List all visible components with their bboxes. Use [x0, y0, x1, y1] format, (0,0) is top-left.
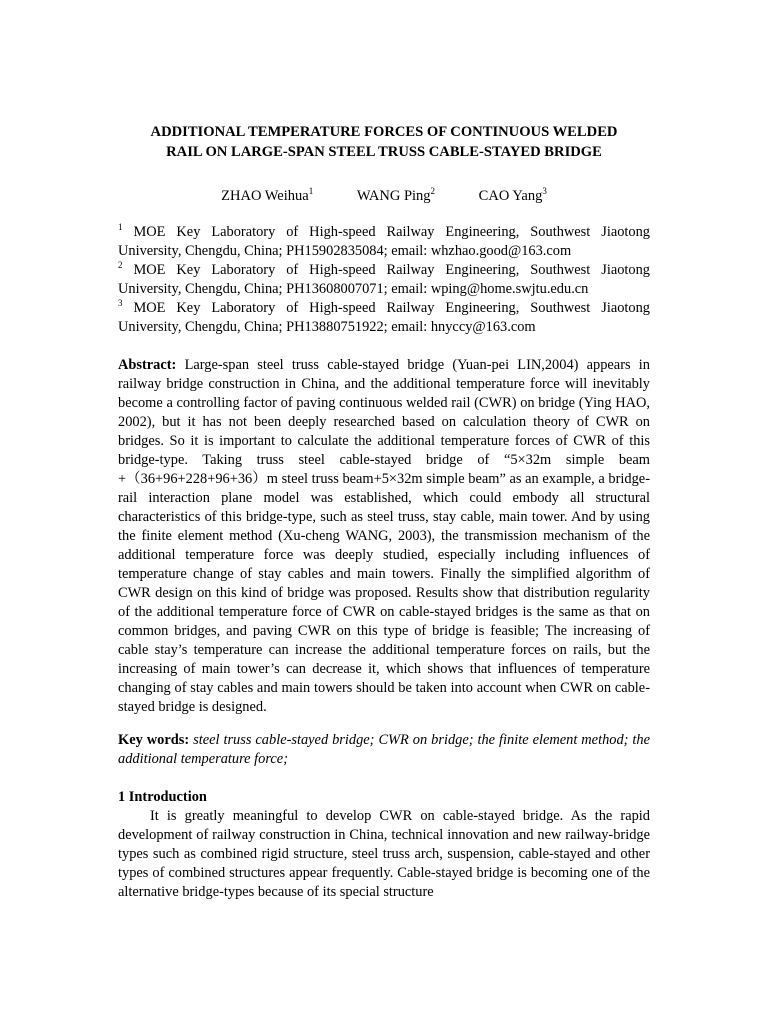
abstract-label: Abstract:: [118, 357, 177, 373]
affiliation-3: [118, 299, 650, 337]
author-name: CAO Yang: [478, 188, 543, 204]
title-line-2: RAIL ON LARGE-SPAN STEEL TRUSS CABLE-STAYED BRIDGE: [166, 144, 602, 160]
author-1: [221, 187, 313, 206]
abstract: [118, 356, 650, 717]
author-3: [479, 187, 547, 206]
affiliation-1: [118, 223, 650, 261]
affiliation-sup: 2: [118, 260, 123, 270]
affiliation-text: MOE Key Laboratory of High-speed Railway Engineering, Southwest Jiaotong University, Chengdu, China; PH15902835084; email: whzhao.good@163.com: [118, 224, 650, 259]
affiliation-sup: 1: [118, 222, 123, 232]
section-heading-introduction: 1 Introduction: [118, 789, 207, 806]
author-list: [118, 187, 650, 206]
introduction-paragraph: It is greatly meaningful to develop CWR on cable-stayed bridge. As the rapid development of railway construction in China, technical innovation and new railway-bridge types such as combined rigid structure, steel truss arch, suspension, cable-stayed and other types of combined structures appear frequently. Cable-stayed bridge is becoming one of the alternative bridge-types because of its special structure: [118, 808, 650, 901]
author-name: ZHAO Weihua: [221, 188, 309, 204]
affiliation-text: MOE Key Laboratory of High-speed Railway Engineering, Southwest Jiaotong University, Chengdu, China; PH13608007071; email: wping@home.swjtu.edu.cn: [118, 262, 650, 297]
author-sup: 1: [308, 186, 314, 196]
author-name: WANG Ping: [356, 188, 431, 204]
author-sup: 2: [430, 186, 436, 196]
title-line-1: ADDITIONAL TEMPERATURE FORCES OF CONTINUOUS WELDED: [150, 124, 618, 140]
author-sup: 3: [542, 186, 547, 196]
keywords: [118, 731, 650, 769]
keywords-label: Key words:: [118, 732, 190, 749]
affiliation-text: MOE Key Laboratory of High-speed Railway Engineering, Southwest Jiaotong University, Chengdu, China; PH13880751922; email: hnyccy@163.com: [118, 300, 650, 335]
keywords-text: steel truss cable-stayed bridge; CWR on bridge; the finite element method; the additional temperature force;: [118, 732, 650, 768]
affiliation-list: [118, 223, 650, 337]
affiliation-2: [118, 261, 650, 299]
affiliation-sup: 3: [118, 298, 123, 308]
abstract-text: Large-span steel truss cable-stayed bridge (Yuan-pei LIN,2004) appears in railway bridge construction in China, and the additional temperature force will inevitably become a controlling factor of paving continuous welded rail (CWR) on bridge (Ying HAO, 2002), but it has not been deeply researched based on calculation theory of CWR on bridges. So it is important to calculate the additional temperature forces of CWR of this bridge-type. Taking truss steel cable-stayed bridge of “5×32m simple beam +（36+96+228+96+36）m steel truss beam+5×32m simple beam” as an example, a bridge-rail interaction plane model was established, which could embody all structural characteristics of this bridge-type, such as steel truss, stay cable, main tower. And by using the finite element method (Xu-cheng WANG, 2003), the transmission mechanism of the additional temperature force was deeply studied, especially including influences of temperature change of stay cables and main towers. Finally the simplified algorithm of CWR design on this kind of bridge was proposed. Results show that distribution regularity of the additional temperature force of CWR on cable-stayed bridges is the same as that on common bridges, and paving CWR on this type of bridge is feasible; The increasing of cable stay’s temperature can increase the additional temperature forces on rails, but the increasing of main tower’s can decrease it, which shows that influences of temperature changing of stay cables and main towers should be taken into account when CWR on cable-stayed bridge is designed.: [118, 357, 650, 715]
paper-title: [118, 122, 650, 162]
author-2: [357, 187, 435, 206]
